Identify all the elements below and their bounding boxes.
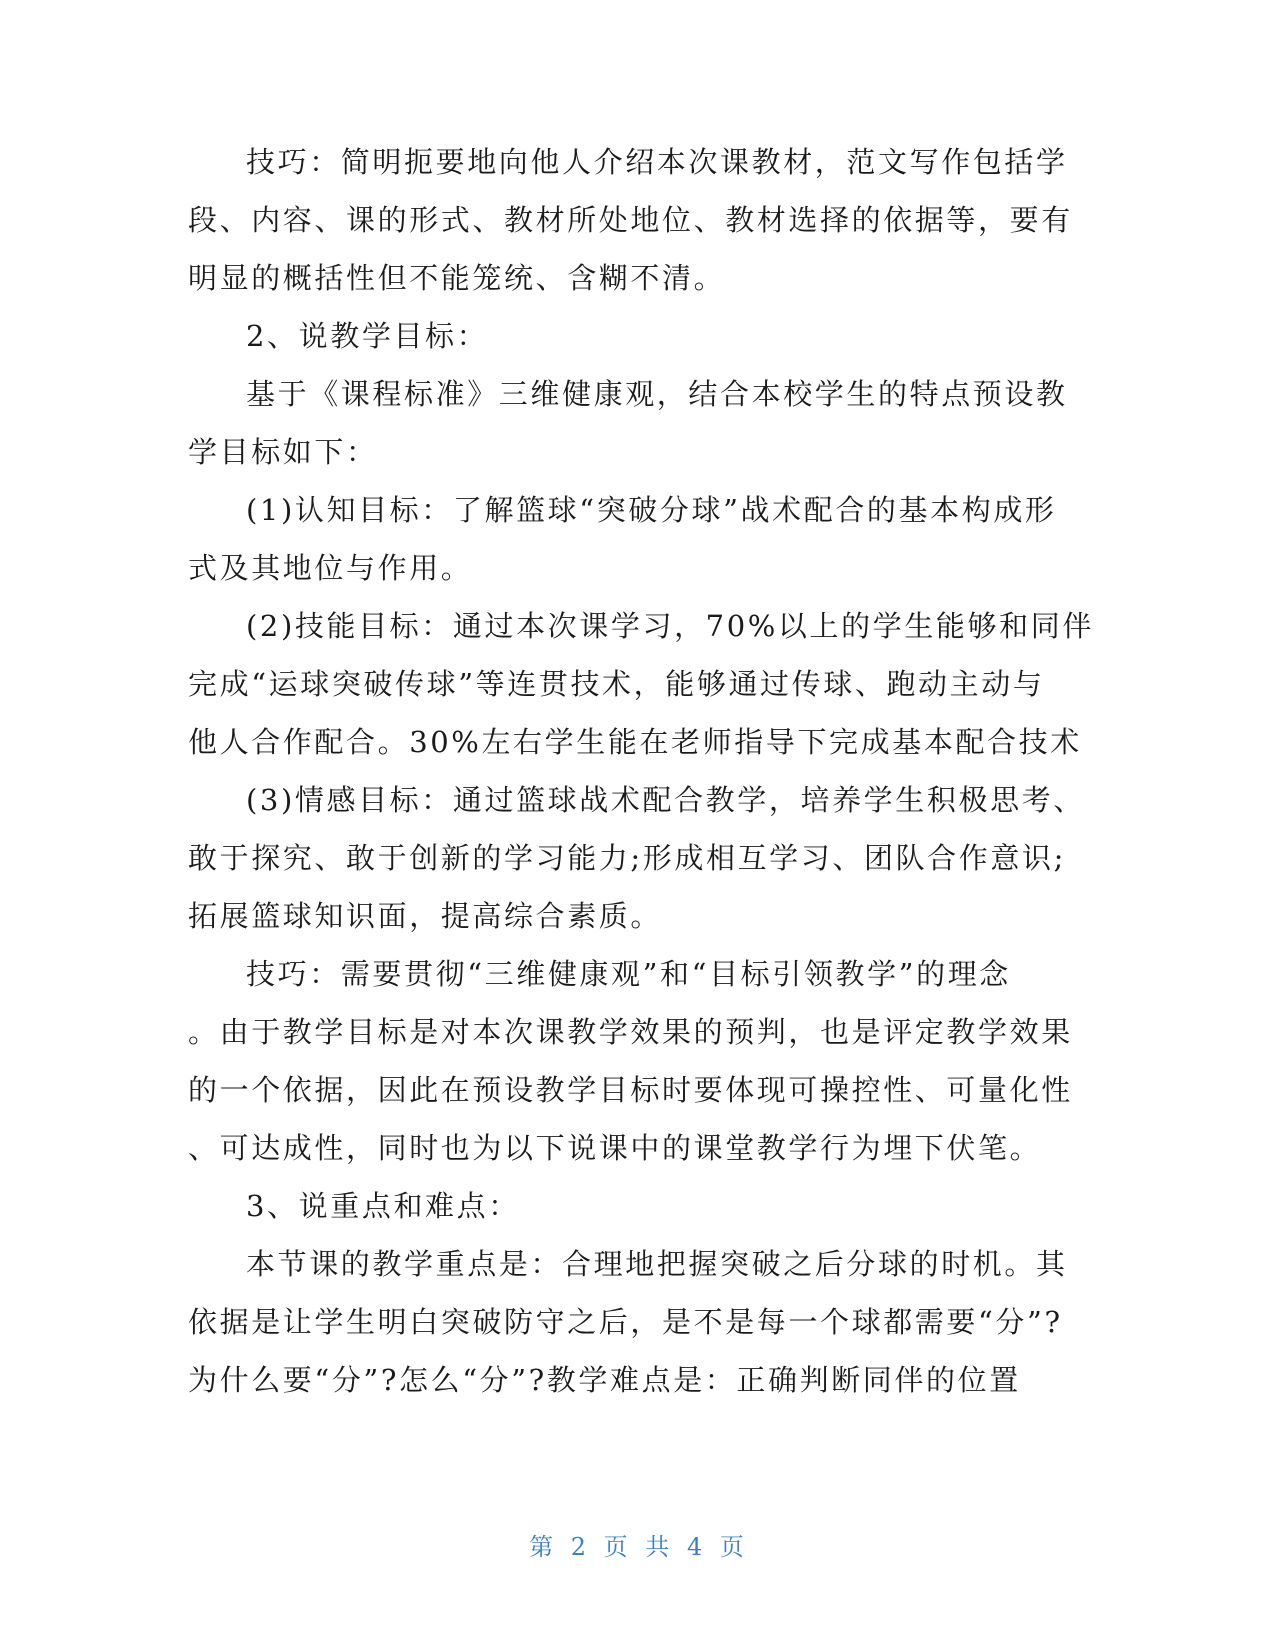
paragraph-line: 技巧：需要贯彻“三维健康观”和“目标引领教学”的理念 [246,957,1011,991]
paragraph-line: 学目标如下： [188,435,378,469]
paragraph-line: 为什么要“分”?怎么“分”?教学难点是：正确判断同伴的位置 [188,1363,1021,1397]
paragraph-line: 的一个依据，因此在预设教学目标时要体现可操控性、可量化性 [188,1073,1073,1107]
paragraph-line: 明显的概括性但不能笼统、含糊不清。 [188,261,726,295]
paragraph-line: 拓展篮球知识面，提高综合素质。 [188,899,663,933]
paragraph-line: 、可达成性，同时也为以下说课中的课堂教学行为埋下伏笔。 [188,1131,1042,1165]
paragraph-line: 基于《课程标准》三维健康观，结合本校学生的特点预设教 [246,377,1068,411]
paragraph-line: 段、内容、课的形式、教材所处地位、教材选择的依据等，要有 [188,203,1073,237]
paragraph-line: 他人合作配合。30%左右学生能在老师指导下完成基本配合技术 [188,725,1082,759]
paragraph-line: (1)认知目标：了解篮球“突破分球”战术配合的基本构成形 [246,493,1057,527]
paragraph-line: 依据是让学生明白突破防守之后，是不是每一个球都需要“分”? [188,1305,1063,1339]
section-heading: 3、说重点和难点： [246,1189,520,1223]
paragraph-line: (3)情感目标：通过篮球战术配合教学，培养学生积极思考、 [246,783,1085,817]
paragraph-line: 敢于探究、敢于创新的学习能力;形成相互学习、团队合作意识; [188,841,1066,875]
paragraph-line: 。由于教学目标是对本次课教学效果的预判，也是评定教学效果 [188,1015,1073,1049]
paragraph-line: 本节课的教学重点是：合理地把握突破之后分球的时机。其 [246,1247,1068,1281]
section-heading: 2、说教学目标： [246,319,489,353]
page-number-footer: 第 2 页 共 4 页 [529,1533,746,1561]
paragraph-line: 技巧：简明扼要地向他人介绍本次课教材，范文写作包括学 [246,145,1068,179]
paragraph-line: (2)技能目标：通过本次课学习，70%以上的学生能够和同伴 [246,609,1094,643]
paragraph-line: 完成“运球突破传球”等连贯技术，能够通过传球、跑动主动与 [188,667,1045,701]
paragraph-line: 式及其地位与作用。 [188,551,473,585]
